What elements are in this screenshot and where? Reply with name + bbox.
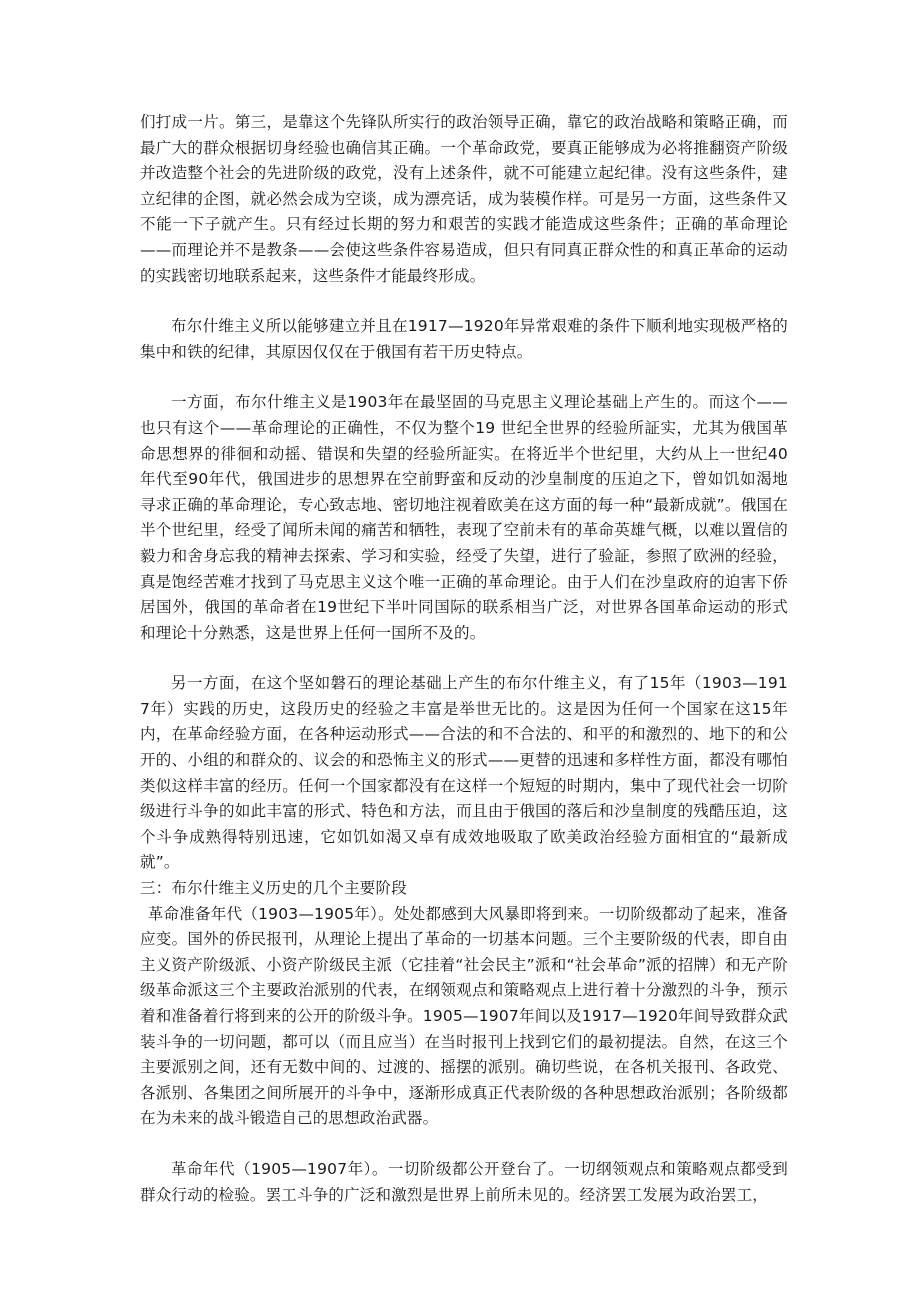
paragraph-4: 另一方面，在这个坚如磐石的理论基础上产生的布尔什维主义，有了15年（1903—1917年）实践的历史，这段历史的经验之丰富是举世无比的。这是因为任何一个国家在这15年内，在革命经验方面，在各种运动形式——合法的和不合法的、和平的和激烈的、地下的和公开的、小组的和群众的、议会的和恐怖主义的形式——更替的迅速和多样性方面，都没有哪怕类似这样丰富的经历。任何一个国家都没有在这样一个短短的时期内，集中了现代社会一切阶级进行斗争的如此丰富的形式、特色和方法，而且由于俄国的落后和沙皇制度的残酷压迫，这个斗争成熟得特别迅速，它如饥如渴又卓有成效地吸取了欧美政治经验方面相宜的“最新成就”。 <box>140 674 788 872</box>
paragraph-6: 革命年代（1905—1907年）。一切阶级都公开登台了。一切纲领观点和策略观点都受到群众行动的检验。罢工斗争的广泛和激烈是世界上前所未见的。经济罢工发展为政治罢工， <box>140 1159 788 1204</box>
paragraph-3: 一方面，布尔什维主义是1903年在最坚固的马克思主义理论基础上产生的。而这个——也只有这个——革命理论的正确性，不仅为整个19 世纪全世界的经验所証实，尤其为俄国革命思想界的徘徊和动摇、错误和失望的经验所証实。在将近半个世纪里，大约从上一世纪40年代至90年代，俄国进步的思想界在空前野蛮和反动的沙皇制度的压迫之下，曾如饥如渴地寻求正确的革命理论，专心致志地、密切地注视着欧美在这方面的每一种“最新成就”。俄国在半个世纪里，经受了闻所未闻的痛苦和牺牲，表现了空前未有的革命英雄气概，以难以置信的毅力和舍身忘我的精神去探索、学习和实验，经受了失望，进行了验証，参照了欧洲的经验，真是饱经苦难才找到了马克思主义这个唯一正确的革命理论。由于人们在沙皇政府的迫害下侨居国外，俄国的革命者在19世纪下半叶同国际的联系相当广泛，对世界各国革命运动的形式和理论十分熟悉，这是世界上任何一国所不及的。 <box>140 393 788 642</box>
paragraph-5: 革命准备年代（1903—1905年）。处处都感到大风暴即将到来。一切阶级都动了起来，准备应变。国外的侨民报刊，从理论上提出了革命的一切基本问题。三个主要阶级的代表，即自由主义资产阶级派、小资产阶级民主派（它挂着“社会民主”派和“社会革命”派的招牌）和无产阶级革命派这三个主要政治派别的代表，在纲领观点和策略观点上进行着十分激烈的斗争，预示着和准备着行将到来的公开的阶级斗争。1905—1907年间以及1917—1920年间导致群众武装斗争的一切问题，都可以（而且应当）在当时报刊上找到它们的最初提法。自然，在这三个主要派别之间，还有无数中间的、过渡的、摇摆的派别。确切些说，在各机关报刊、各政党、各派别、各集团之间所展开的斗争中，逐渐形成真正代表阶级的各种思想政治派别；各阶级都在为未来的战斗锻造自己的思想政治武器。 <box>140 904 788 1128</box>
paragraph-2: 布尔什维主义所以能够建立并且在1917—1920年异常艰难的条件下顺利地实现极严格的集中和铁的纪律，其原因仅仅在于俄国有若干历史特点。 <box>140 317 788 361</box>
document-page <box>140 110 788 1208</box>
section-heading: 三：布尔什维主义历史的几个主要阶段 <box>140 879 407 898</box>
paragraph-1: 们打成一片。第三，是靠这个先锋队所实行的政治领导正确，靠它的政治战略和策略正确，而最广大的群众根据切身经验也确信其正确。一个革命政党，要真正能够成为必将推翻资产阶级并改造整个社会的先进阶级的政党，没有上述条件，就不可能建立起纪律。没有这些条件，建立纪律的企图，就必然会成为空谈，成为漂亮话，成为装模作样。可是另一方面，这些条件又不能一下子就产生。只有经过长期的努力和艰苦的实践才能造成这些条件；正确的革命理论——而理论并不是教条——会使这些条件容易造成，但只有同真正群众性的和真正革命的运动的实践密切地联系起来，这些条件才能最终形成。 <box>140 113 788 285</box>
